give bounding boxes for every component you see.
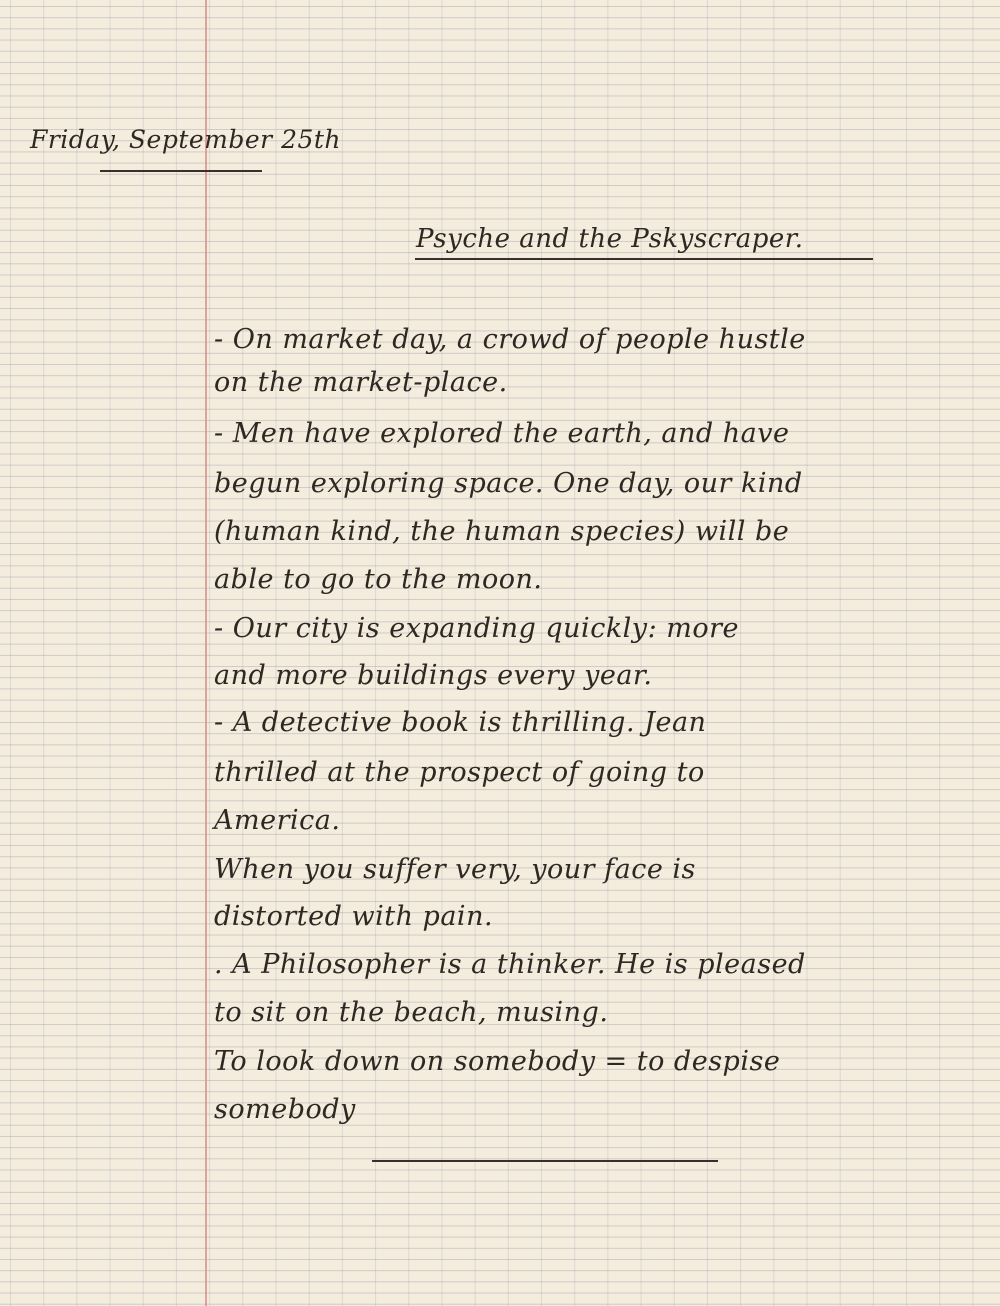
- text-line: - Our city is expanding quickly: more: [214, 613, 739, 644]
- text-line: begun exploring space. One day, our kind: [214, 468, 803, 499]
- essay-title: Psyche and the Pskyscraper.: [416, 224, 804, 254]
- text-line: . A Philosopher is a thinker. He is pleased: [214, 949, 806, 980]
- closing-rule: [372, 1160, 718, 1162]
- text-line: America.: [214, 805, 341, 836]
- text-line: - Men have explored the earth, and have: [214, 418, 790, 449]
- title-underline: [415, 258, 873, 260]
- text-line: able to go to the moon.: [214, 564, 543, 595]
- text-line: To look down on somebody = to despise: [214, 1046, 781, 1077]
- text-line: (human kind, the human species) will be: [214, 516, 790, 547]
- date-underline: [100, 170, 262, 172]
- text-line: When you suffer very, your face is: [214, 854, 696, 885]
- text-line: - A detective book is thrilling. Jean: [214, 707, 707, 738]
- text-line: somebody: [214, 1094, 356, 1125]
- text-line: - On market day, a crowd of people hustle: [214, 324, 806, 355]
- text-line: and more buildings every year.: [214, 660, 653, 691]
- text-line: on the market-place.: [214, 367, 508, 398]
- margin-line: [205, 0, 207, 1306]
- text-line: distorted with pain.: [214, 901, 494, 932]
- text-line: to sit on the beach, musing.: [214, 997, 609, 1028]
- text-line: thrilled at the prospect of going to: [214, 757, 705, 788]
- date-heading: Friday, September 25th: [30, 125, 342, 154]
